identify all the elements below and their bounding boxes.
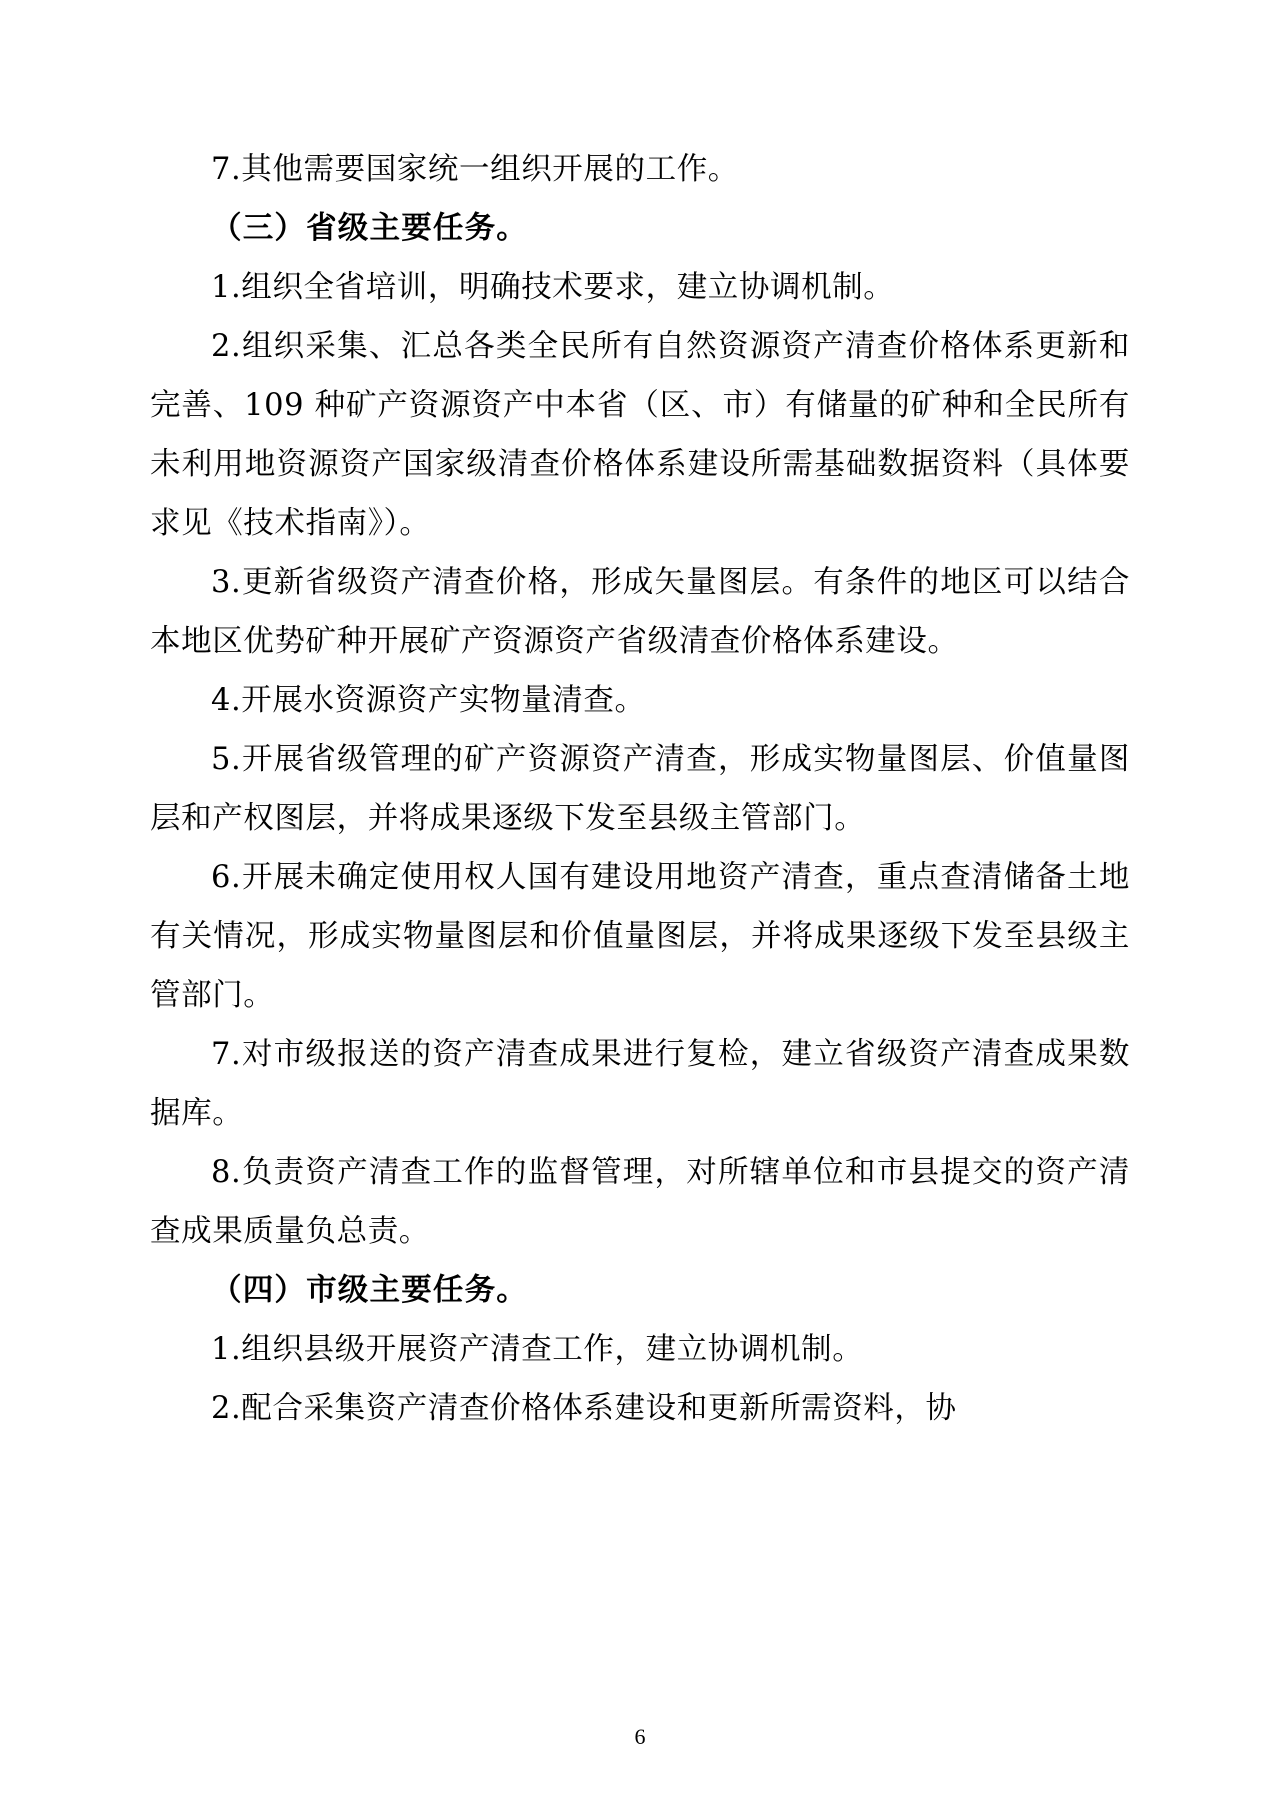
paragraph-city-task-2: 2.配合采集资产清查价格体系建设和更新所需资料，协 [211, 1391, 957, 1426]
paragraph-prov-task-5: 5.开展省级管理的矿产资源资产清查，形成实物量图层、价值量图层和产权图层，并将成果逐级下发至县级主管部门。 [150, 742, 1130, 836]
paragraph-prov-task-8: 8.负责资产清查工作的监督管理，对所辖单位和市县提交的资产清查成果质量负总责。 [150, 1155, 1130, 1249]
paragraph-prov-task-2: 2.组织采集、汇总各类全民所有自然资源资产清查价格体系更新和完善、109 种矿产资源资产中本省（区、市）有储量的矿种和全民所有未利用地资源资产国家级清查价格体系建设所需基础数据资料（具体要求见《技术指南》）。 [150, 329, 1130, 541]
paragraph-section-three-heading: （三）省级主要任务。 [211, 210, 528, 246]
paragraph-prov-task-1: 1.组织全省培训，明确技术要求，建立协调机制。 [211, 270, 895, 305]
paragraph-national-task-7: 7.其他需要国家统一组织开展的工作。 [211, 152, 739, 187]
paragraph-prov-task-4: 4.开展水资源资产实物量清查。 [211, 683, 646, 718]
page-number: 6 [634, 1724, 646, 1749]
paragraph-city-task-1: 1.组织县级开展资产清查工作，建立协调机制。 [211, 1332, 864, 1367]
paragraph-prov-task-3: 3.更新省级资产清查价格，形成矢量图层。有条件的地区可以结合本地区优势矿种开展矿产资源资产省级清查价格体系建设。 [150, 565, 1130, 659]
paragraph-prov-task-6: 6.开展未确定使用权人国有建设用地资产清查，重点查清储备土地有关情况，形成实物量图层和价值量图层，并将成果逐级下发至县级主管部门。 [150, 860, 1130, 1013]
document-body [150, 140, 1130, 1438]
paragraph-section-four-heading: （四）市级主要任务。 [211, 1272, 528, 1308]
paragraph-prov-task-7: 7.对市级报送的资产清查成果进行复检，建立省级资产清查成果数据库。 [150, 1037, 1130, 1131]
